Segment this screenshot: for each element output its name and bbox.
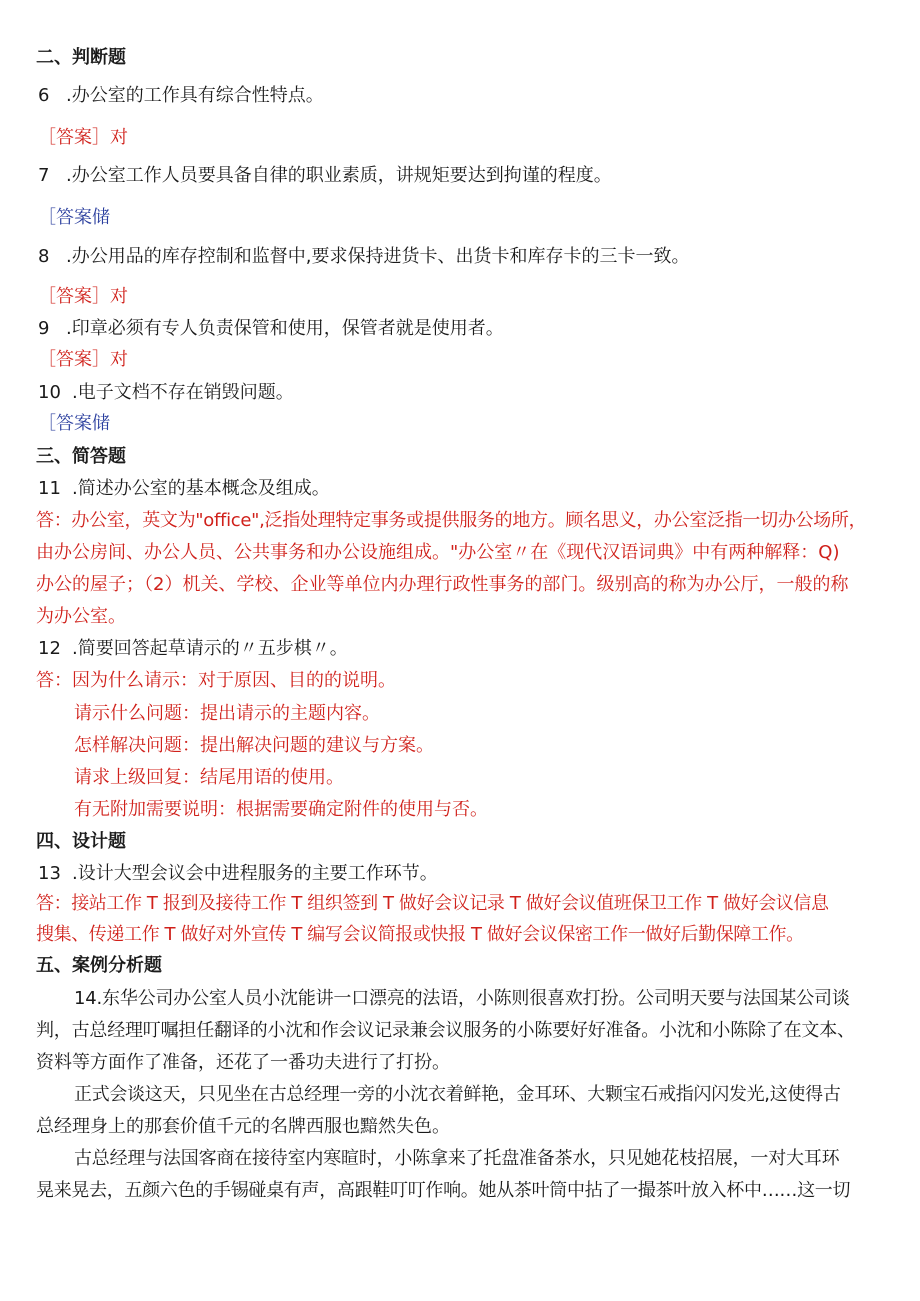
question-10 [38,380,294,406]
question-11 [38,476,330,502]
answer-10: ［答案储 [38,413,110,434]
question-9 [38,316,504,342]
question-number: 12 [38,638,61,659]
question-text: .印章必须有专人负责保管和使用，保管者就是使用者。 [66,318,504,339]
answer-12-line-1: 答：因为什么请示：对于原因、目的的说明。 [36,670,396,691]
case-paragraph-1-line-2: 判，古总经理叮嘱担任翻译的小沈和作会议记录兼会议服务的小陈要好好准备。小沈和小陈除了在文本、 [36,1020,855,1041]
answer-12-line-4: 请求上级回复：结尾用语的使用。 [74,767,344,788]
case-paragraph-3-line-2: 晃来晃去，五颜六色的手锡碰桌有声，高跟鞋叮叮作响。她从茶叶筒中拈了一撮茶叶放入杯中……这一切 [36,1180,851,1201]
case-paragraph-2-line-1: 正式会谈这天，只见坐在古总经理一旁的小沈衣着鲜艳，金耳环、大颗宝石戒指闪闪发光,这使得古 [74,1084,841,1105]
question-number: 7 [38,165,50,186]
question-8 [38,244,689,270]
question-number: 10 [38,382,61,403]
question-number: 13 [38,863,61,884]
question-7 [38,163,612,189]
answer-13-line-2: 搜集、传递工作 T 做好对外宣传 T 编写会议简报或快报 T 做好会议保密工作一做好后勤保障工作。 [36,924,804,945]
answer-11-line-1: 答：办公室，英文为"office",泛指处理特定事务或提供服务的地方。顾名思义，办公室泛指一切办公场所， [36,510,867,531]
answer-9: ［答案］对 [38,349,128,370]
case-paragraph-1-line-3: 资料等方面作了准备，还花了一番功夫进行了打扮。 [36,1052,450,1073]
answer-11-line-4: 为办公室。 [36,606,126,627]
case-paragraph-2-line-2: 总经理身上的那套价值千元的名牌西服也黯然失色。 [36,1116,450,1137]
question-text: .电子文档不存在销毁问题。 [72,382,294,403]
answer-8: ［答案］对 [38,286,128,307]
question-text: .简要回答起草请示的〃五步棋〃。 [72,638,348,659]
question-text: .办公用品的库存控制和监督中,要求保持进货卡、出货卡和库存卡的三卡一致。 [66,246,690,267]
question-text: .设计大型会议会中进程服务的主要工作环节。 [72,863,438,884]
section-heading-short-answer: 三、简答题 [36,446,126,467]
answer-12-line-2: 请示什么问题：提出请示的主题内容。 [74,703,380,724]
case-paragraph-3-line-1: 古总经理与法国客商在接待室内寒暄时，小陈拿来了托盘准备茶水，只见她花枝招展，一对大耳环 [74,1148,840,1169]
question-number: 11 [38,478,61,499]
section-heading-design: 四、设计题 [36,831,126,852]
question-6 [38,83,324,109]
question-text: .简述办公室的基本概念及组成。 [72,478,330,499]
answer-7: ［答案储 [38,207,110,228]
answer-12-line-5: 有无附加需要说明：根据需要确定附件的使用与否。 [74,799,488,820]
answer-11-line-3: 办公的屋子；（2）机关、学校、企业等单位内办理行政性事务的部门。级别高的称为办公厅，一般的称 [36,574,849,595]
answer-11-line-2: 由办公房间、办公人员、公共事务和办公设施组成。"办公室〃在《现代汉语词典》中有两种解释：Q) [36,542,840,563]
question-text: .办公室的工作具有综合性特点。 [66,85,324,106]
question-number: 8 [38,246,50,267]
question-text: .办公室工作人员要具备自律的职业素质，讲规矩要达到拘谨的程度。 [66,165,612,186]
answer-12-line-3: 怎样解决问题：提出解决问题的建议与方案。 [74,735,434,756]
answer-13-line-1: 答：接站工作 T 报到及接待工作 T 组织签到 T 做好会议记录 T 做好会议值班保卫工作 T 做好会议信息 [36,893,829,914]
question-12 [38,636,348,662]
question-13 [38,861,438,887]
section-heading-judgement: 二、判断题 [36,47,126,68]
question-number: 6 [38,85,50,106]
question-number: 9 [38,318,50,339]
answer-6: ［答案］对 [38,127,128,148]
section-heading-case-analysis: 五、案例分析题 [36,955,162,976]
case-paragraph-1-line-1: 14.东华公司办公室人员小沈能讲一口漂亮的法语，小陈则很喜欢打扮。公司明天要与法国某公司谈 [74,988,850,1009]
